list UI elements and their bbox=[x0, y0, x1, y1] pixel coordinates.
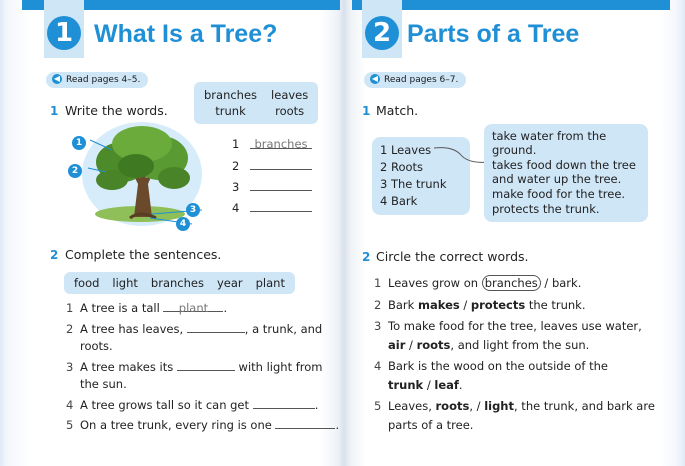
item-text: , / bbox=[469, 399, 485, 413]
answer-row bbox=[232, 179, 312, 200]
item-text: Leaves, bbox=[388, 399, 436, 413]
word-option[interactable]: light bbox=[484, 399, 514, 413]
read-pages-link[interactable] bbox=[364, 72, 466, 88]
item-text: / bbox=[459, 297, 471, 312]
item-text: / bbox=[540, 276, 552, 290]
word-option[interactable]: roots bbox=[416, 337, 451, 352]
match-definitions bbox=[484, 124, 648, 222]
circle-item-continuation bbox=[374, 376, 655, 395]
sentence-text: with light from bbox=[238, 359, 323, 374]
write-answers bbox=[232, 137, 312, 221]
word-option[interactable]: leaf bbox=[434, 377, 459, 392]
circle-item bbox=[374, 357, 655, 376]
item-text: the trunk. bbox=[525, 297, 586, 312]
item-number: 1 bbox=[374, 276, 382, 290]
word-bank bbox=[194, 82, 318, 124]
arrow-left-icon: ◀ bbox=[371, 73, 379, 83]
sentence-text: A tree grows tall so it can get bbox=[80, 397, 250, 412]
sentence-text: , a trunk, and bbox=[244, 321, 323, 336]
sentence bbox=[66, 359, 339, 377]
page-title: Parts of a Tree bbox=[407, 20, 580, 48]
match-term[interactable]: 1 Leaves bbox=[380, 143, 432, 157]
handwritten-answer: branches bbox=[254, 137, 308, 151]
item-number: 5 bbox=[66, 418, 74, 432]
word-bank-word: roots bbox=[275, 104, 305, 118]
sentence bbox=[66, 300, 339, 318]
item-number: 4 bbox=[232, 201, 240, 215]
item-text: . bbox=[458, 377, 463, 392]
question-number: 2 bbox=[362, 250, 371, 264]
circle-item bbox=[374, 274, 655, 293]
circle-item-continuation bbox=[374, 336, 655, 355]
sentence-text: . bbox=[223, 301, 228, 315]
circle-word-list bbox=[374, 274, 655, 434]
item-number: 3 bbox=[374, 319, 382, 333]
item-text: To make food for the tree, leaves use water, bbox=[388, 319, 642, 333]
item-text: / bbox=[405, 337, 417, 352]
word-option[interactable]: air bbox=[388, 337, 406, 352]
answer-row bbox=[232, 137, 312, 158]
question-number: 1 bbox=[50, 104, 59, 118]
question-prompt: Match. bbox=[376, 103, 419, 118]
sentence bbox=[66, 321, 339, 339]
word-bank-word: trunk bbox=[215, 104, 246, 118]
item-number: 5 bbox=[374, 399, 382, 413]
answer-field[interactable] bbox=[250, 200, 312, 212]
left-page bbox=[22, 0, 340, 466]
word-option[interactable]: protects bbox=[470, 297, 526, 312]
sentence-text: the sun. bbox=[80, 377, 127, 391]
circle-item bbox=[374, 296, 655, 315]
match-definition[interactable]: takes food down the tree and water up the tree. bbox=[492, 158, 636, 186]
item-number: 4 bbox=[374, 359, 382, 373]
answer-field[interactable] bbox=[253, 397, 315, 409]
word-bank-word: year bbox=[216, 276, 243, 290]
word-option[interactable]: bark bbox=[551, 276, 578, 290]
item-text: , and light from the sun. bbox=[450, 337, 590, 352]
item-number: 4 bbox=[66, 397, 74, 412]
sentence-text: On a tree trunk, every ring is one bbox=[80, 418, 272, 432]
answer-field[interactable] bbox=[250, 158, 312, 170]
callout-marker: 2 bbox=[68, 164, 82, 178]
answer-field[interactable] bbox=[163, 300, 223, 315]
sentence-text: A tree makes its bbox=[80, 359, 174, 374]
item-text: , the trunk, and bark are bbox=[514, 399, 655, 413]
answer-field[interactable] bbox=[275, 417, 335, 429]
answer-field[interactable] bbox=[250, 137, 312, 149]
item-text: Bark bbox=[388, 297, 418, 312]
answer-row bbox=[232, 158, 312, 179]
item-number: 3 bbox=[232, 180, 240, 194]
match-definition[interactable]: take water from the ground. bbox=[492, 129, 607, 157]
question-prompt: Complete the sentences. bbox=[65, 247, 222, 262]
item-number: 2 bbox=[232, 159, 240, 173]
item-number: 3 bbox=[66, 359, 74, 374]
word-bank-word: light bbox=[112, 276, 138, 290]
match-term[interactable]: 4 Bark bbox=[380, 194, 418, 208]
sentence-continuation bbox=[66, 338, 339, 356]
match-term[interactable]: 2 Roots bbox=[380, 160, 424, 174]
item-text: / bbox=[423, 377, 435, 392]
word-bank-word: branches bbox=[204, 88, 258, 102]
sentence bbox=[66, 417, 339, 435]
read-pages-link[interactable] bbox=[46, 72, 148, 88]
unit-number: 1 bbox=[47, 16, 81, 50]
callout-marker: 1 bbox=[72, 136, 86, 150]
word-option[interactable]: roots bbox=[435, 399, 470, 413]
match-definition[interactable]: protects the trunk. bbox=[492, 202, 600, 216]
item-number: 2 bbox=[374, 297, 382, 312]
item-text: Bark is the wood on the outside of the bbox=[388, 359, 608, 373]
handwritten-answer: plant bbox=[178, 301, 209, 315]
sentence-text: A tree is a tall bbox=[80, 301, 160, 315]
item-number: 1 bbox=[66, 301, 74, 315]
item-number: 1 bbox=[232, 137, 240, 151]
word-option-selected[interactable]: branches bbox=[482, 275, 541, 291]
answer-field[interactable] bbox=[250, 179, 312, 191]
question-number: 2 bbox=[50, 248, 59, 262]
match-definition[interactable]: make food for the tree. bbox=[492, 187, 626, 201]
sentence-list bbox=[66, 300, 339, 435]
item-number: 2 bbox=[66, 321, 74, 336]
match-term[interactable]: 3 The trunk bbox=[380, 177, 447, 191]
page-title: What Is a Tree? bbox=[94, 20, 278, 48]
question-number: 1 bbox=[362, 104, 371, 118]
question-prompt: Circle the correct words. bbox=[376, 249, 529, 264]
sentence bbox=[66, 397, 339, 415]
callout-marker: 3 bbox=[186, 203, 200, 217]
word-bank bbox=[64, 272, 295, 294]
item-text: . bbox=[577, 276, 582, 290]
unit-number: 2 bbox=[365, 16, 399, 50]
callout-marker: 4 bbox=[176, 217, 190, 231]
circle-item bbox=[374, 317, 655, 336]
match-line bbox=[432, 140, 492, 180]
answer-field[interactable] bbox=[187, 321, 245, 333]
right-page bbox=[352, 0, 670, 466]
word-option[interactable]: makes bbox=[417, 297, 460, 312]
word-bank-word: plant bbox=[255, 276, 285, 290]
circle-item-continuation bbox=[374, 416, 655, 435]
read-pages-label: Read pages 6–7. bbox=[384, 75, 459, 85]
read-pages-label: Read pages 4–5. bbox=[66, 75, 141, 85]
word-option[interactable]: trunk bbox=[388, 377, 424, 392]
sentence-continuation bbox=[66, 376, 339, 394]
sentence-text: . bbox=[314, 397, 319, 412]
tree-illustration bbox=[82, 122, 222, 232]
answer-field[interactable] bbox=[177, 359, 235, 371]
item-text: Leaves grow on bbox=[388, 276, 482, 290]
arrow-left-icon: ◀ bbox=[53, 73, 61, 83]
word-bank-word: leaves bbox=[271, 88, 309, 102]
sentence-text: . bbox=[335, 418, 340, 432]
sentence-text: roots. bbox=[80, 339, 113, 353]
item-text: parts of a tree. bbox=[388, 417, 474, 432]
answer-row bbox=[232, 200, 312, 221]
circle-item bbox=[374, 397, 655, 416]
sentence-text: A tree has leaves, bbox=[80, 321, 184, 336]
question-prompt: Write the words. bbox=[65, 103, 168, 118]
word-bank-word: food bbox=[74, 276, 100, 290]
word-bank-word: branches bbox=[150, 276, 204, 290]
